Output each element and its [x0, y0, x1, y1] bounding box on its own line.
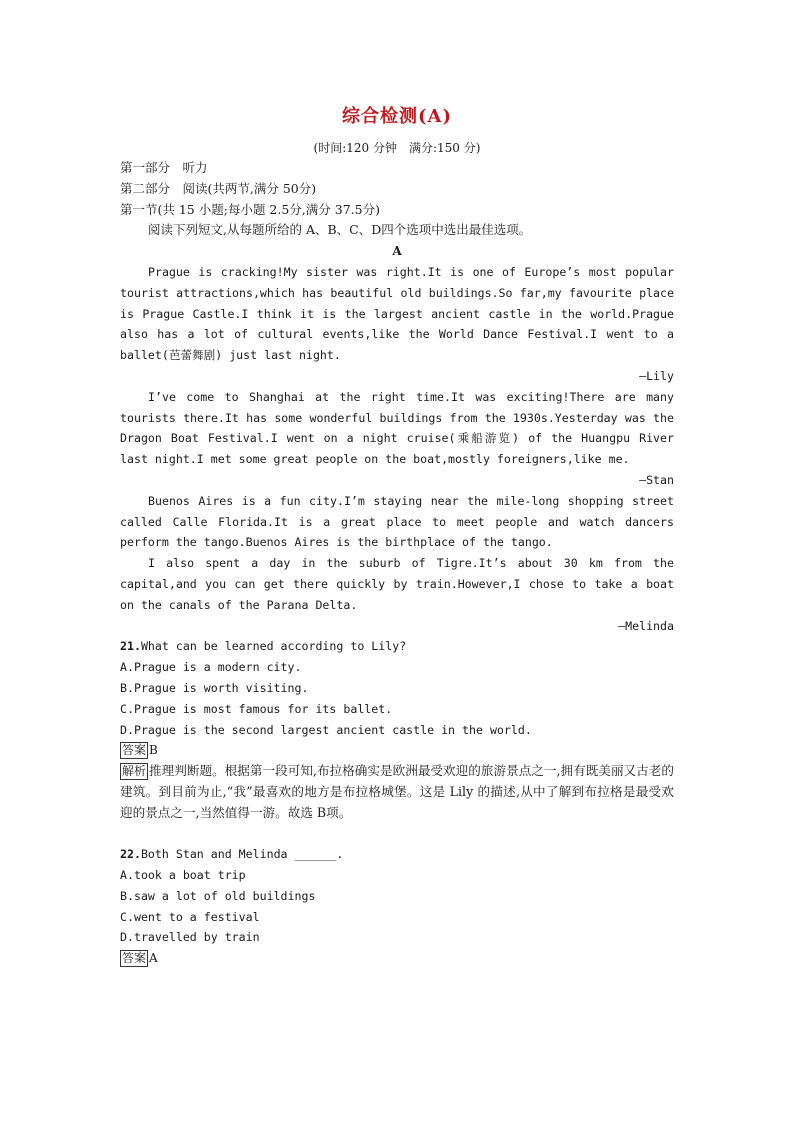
- question-22-answer: [120, 948, 674, 969]
- explanation-text: 推理判断题。根据第一段可知,布拉格确实是欧洲最受欢迎的旅游景点之一,拥有既美丽又古老的建筑。到目前为止,“我”最喜欢的地方是布拉格城堡。这是 Lily 的描述,从中了解到布拉格是最受欢迎的景点之一,当然值得一游。故选 B项。: [120, 763, 674, 820]
- time-info: (时间:120 分钟 满分:150 分): [313, 141, 481, 155]
- question-21-option-c: C.Prague is most famous for its ballet.: [120, 701, 393, 716]
- melinda-paragraph-1: Buenos Aires is a fun city.I’m staying near the mile-long shopping street called Calle Florida.It is a great place to meet people and watch dancers perform the tango.Buenos Aires is the birthplace of the tango.: [120, 493, 674, 550]
- spacer: [120, 824, 674, 845]
- explanation-tag: 解析: [122, 764, 147, 779]
- passage-label: A: [392, 244, 402, 259]
- question-22-option-a: A.took a boat trip: [120, 868, 246, 883]
- document-content: [120, 104, 674, 969]
- question-22-option-d: D.travelled by train: [120, 930, 260, 945]
- question-21-answer: [120, 740, 674, 761]
- question-22-option-b: B.saw a lot of old buildings: [120, 888, 316, 903]
- question-22-stem: 22.Both Stan and Melinda ______.: [120, 847, 344, 862]
- part1-heading: 第一部分 听力: [120, 160, 208, 175]
- answer-value: B: [149, 743, 158, 758]
- question-21-option-b: B.Prague is worth visiting.: [120, 680, 309, 695]
- melinda-signature: —Melinda: [618, 618, 674, 633]
- question-22-option-c: C.went to a festival: [120, 909, 260, 924]
- page-title: 综合检测(A): [342, 106, 452, 127]
- question-21-stem: 21.What can be learned according to Lily?: [120, 639, 407, 654]
- lily-signature: —Lily: [639, 368, 674, 383]
- instruction-text: 阅读下列短文,从每题所给的 A、B、C、D四个选项中选出最佳选项。: [148, 222, 532, 238]
- question-21-number: 21.: [120, 639, 141, 654]
- question-21-option-a: A.Prague is a modern city.: [120, 660, 302, 675]
- melinda-paragraph-2: I also spent a day in the suburb of Tigre.It’s about 30 km from the capital,and you can get there quickly by train.However,I chose to take a boat on the canals of the Parana Delta.: [120, 556, 674, 612]
- question-22-number: 22.: [120, 847, 141, 862]
- question-21-option-d: D.Prague is the second largest ancient castle in the world.: [120, 722, 532, 737]
- stan-paragraph: I’ve come to Shanghai at the right time.It was exciting!There are many tourists there.It has some wonderful buildings from the 1930s.Yesterday was the Dragon Boat Festival.I went on a night cruise(乘船游览) of the Huangpu River last night.I met some great people on the boat,mostly foreigners,like me.: [120, 389, 674, 467]
- stan-signature: —Stan: [639, 472, 674, 487]
- question-21-explanation: [120, 761, 674, 823]
- answer-value: A: [149, 951, 158, 966]
- section1-heading: 第一节(共 15 小题;每小题 2.5分,满分 37.5分): [120, 201, 380, 217]
- answer-tag: 答案: [122, 951, 147, 966]
- lily-paragraph: Prague is cracking!My sister was right.It is one of Europe’s most popular tourist attractions,which has beautiful old buildings.So far,my favourite place is Prague Castle.I think it is the largest ancient castle in the world.Prague also has a lot of cultural events,like the World Dance Festival.I went to a ballet(芭蕾舞剧) just last night.: [120, 264, 674, 363]
- part2-heading: 第二部分 阅读(共两节,满分 50分): [120, 180, 317, 196]
- answer-tag: 答案: [122, 743, 147, 758]
